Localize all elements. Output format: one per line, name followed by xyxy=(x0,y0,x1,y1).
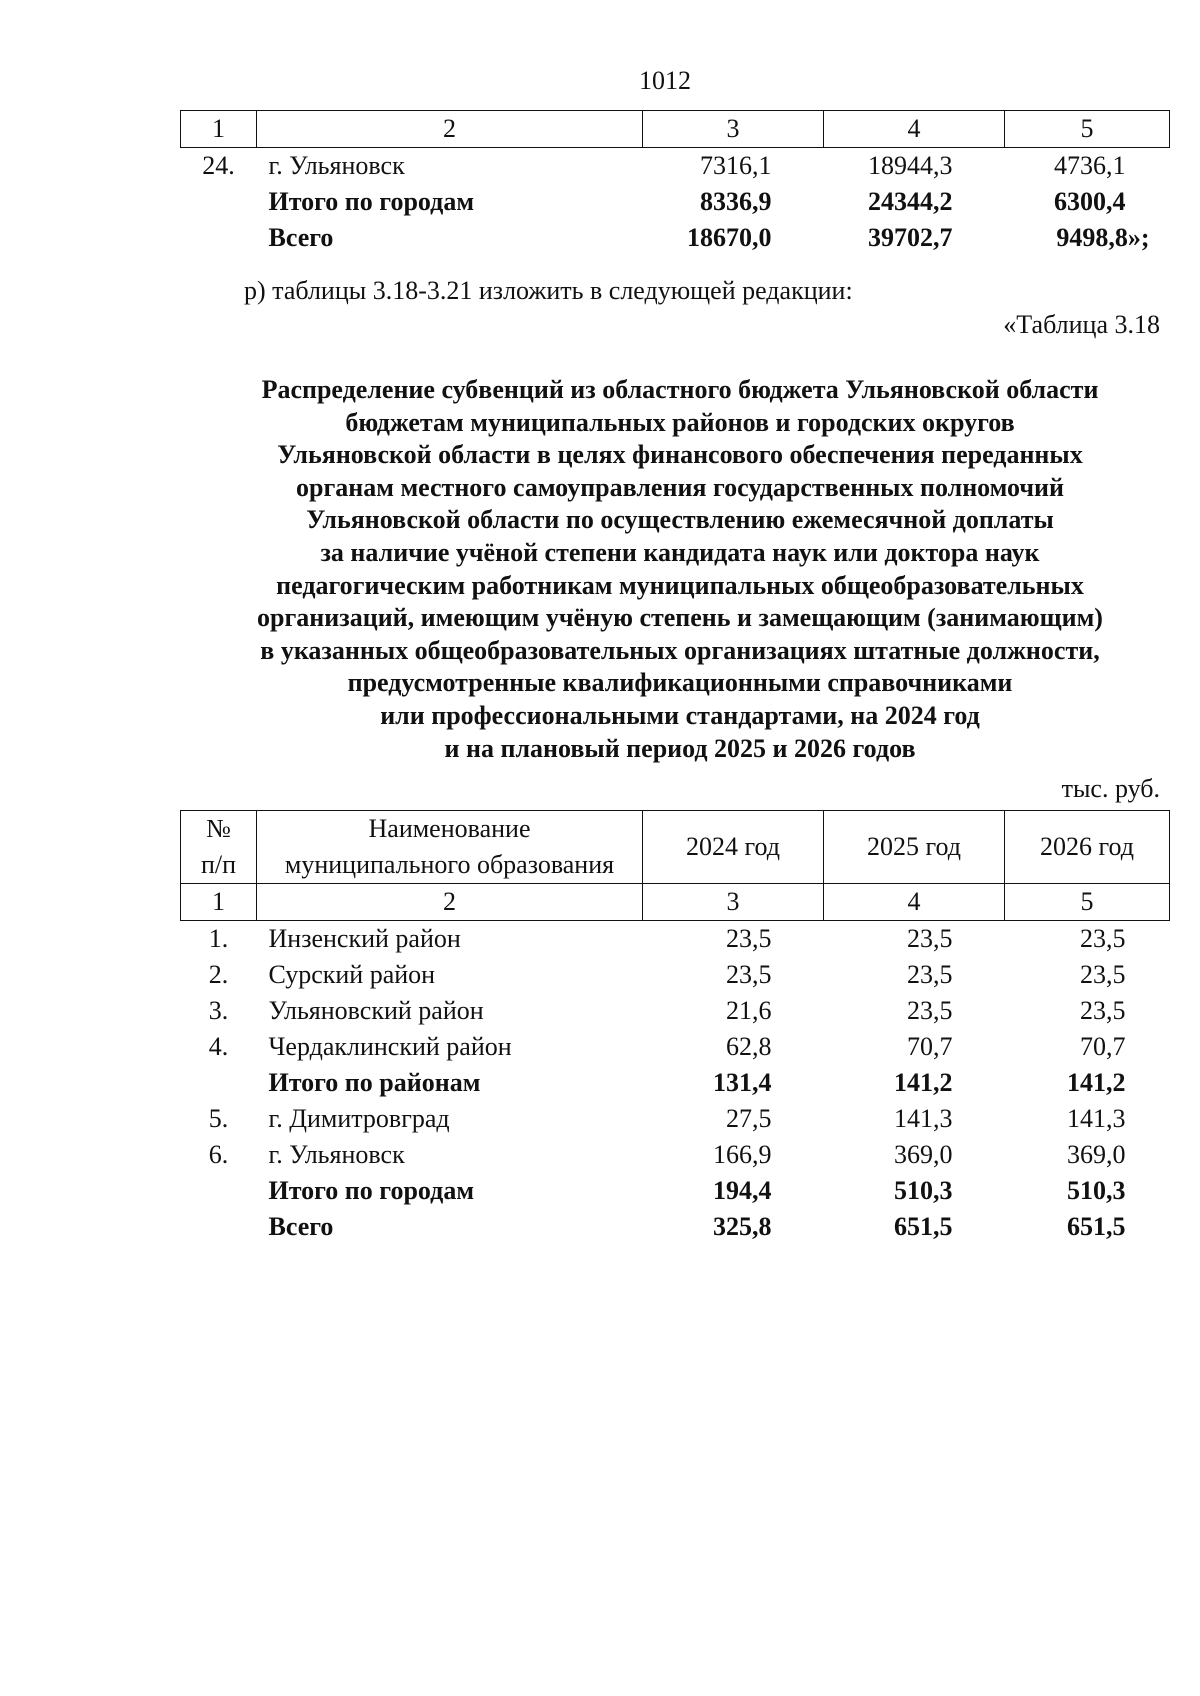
table-row xyxy=(181,1101,1170,1137)
row-value: 141,3 xyxy=(894,1104,953,1133)
table-row xyxy=(181,921,1170,958)
row-name: Чердаклинский район xyxy=(268,1032,512,1061)
table-row xyxy=(181,957,1170,993)
row-value: 24344,2 xyxy=(868,187,953,216)
header-year: 2024 год xyxy=(643,811,824,884)
row-value: 23,5 xyxy=(907,996,953,1025)
row-value: 325,8 xyxy=(713,1212,772,1241)
row-number: 5. xyxy=(208,1104,229,1133)
column-number: 1 xyxy=(181,111,257,148)
title-line: и на плановый период 2025 и 2026 годов xyxy=(444,733,916,763)
title-line: или профессиональными стандартами, на 2024 год xyxy=(380,700,980,730)
title-line: предусмотренные квалификационными справочниками xyxy=(347,668,1013,698)
page-number: 1012 xyxy=(639,66,691,95)
row-name: Всего xyxy=(268,223,334,252)
row-value: 369,0 xyxy=(894,1140,953,1169)
row-value: 141,2 xyxy=(1067,1068,1126,1097)
row-value: 369,0 xyxy=(1067,1140,1126,1169)
previous-table xyxy=(180,110,1170,256)
row-name: Итого по городам xyxy=(268,187,475,216)
header-text: муниципального образования xyxy=(284,850,615,879)
row-value: 6300,4 xyxy=(1054,187,1126,216)
header-text: № xyxy=(206,814,231,843)
row-value: 18944,3 xyxy=(868,151,953,180)
document-title xyxy=(180,374,1180,765)
row-value: 23,5 xyxy=(907,960,953,989)
row-number xyxy=(181,1065,257,1101)
column-number: 2 xyxy=(257,884,643,921)
row-value: 70,7 xyxy=(1080,1032,1126,1061)
table-row xyxy=(181,993,1170,1029)
row-value: 27,5 xyxy=(726,1104,772,1133)
column-number: 1 xyxy=(181,884,257,921)
row-value: 23,5 xyxy=(1080,960,1126,989)
table-row xyxy=(181,1209,1170,1245)
header-text: Наименование xyxy=(368,814,531,843)
row-name: Итого по городам xyxy=(268,1176,475,1205)
row-value: 651,5 xyxy=(1067,1212,1126,1241)
row-value: 8336,9 xyxy=(700,187,772,216)
row-value: 23,5 xyxy=(907,924,953,953)
title-line: органам местного самоуправления государственных полномочий xyxy=(295,472,1064,502)
row-value: 23,5 xyxy=(1080,924,1126,953)
table-caption: «Таблица 3.18 xyxy=(1003,310,1160,339)
table-row xyxy=(181,1029,1170,1065)
row-value: 4736,1 xyxy=(1054,151,1126,180)
main-table xyxy=(180,810,1170,1245)
table-row xyxy=(181,1065,1170,1101)
column-number: 5 xyxy=(1005,111,1170,148)
row-number xyxy=(181,1173,257,1209)
row-name: Ульяновский район xyxy=(268,996,484,1025)
table-row xyxy=(181,220,1170,256)
row-number xyxy=(181,184,257,220)
row-value: 510,3 xyxy=(1067,1176,1126,1205)
table-row xyxy=(181,1173,1170,1209)
row-value: 651,5 xyxy=(894,1212,953,1241)
row-value: 62,8 xyxy=(726,1032,772,1061)
header-number xyxy=(181,811,257,884)
row-value: 131,4 xyxy=(713,1068,772,1097)
title-line: Ульяновской области в целях финансового обеспечения переданных xyxy=(277,440,1083,470)
title-line: Распределение субвенций из областного бюджета Ульяновской области xyxy=(261,375,1099,404)
row-value: 70,7 xyxy=(907,1032,953,1061)
row-value: 18670,0 xyxy=(687,223,772,252)
row-value: 141,3 xyxy=(1067,1104,1126,1133)
column-number: 4 xyxy=(824,884,1005,921)
row-number: 24. xyxy=(202,151,235,180)
row-value: 510,3 xyxy=(894,1176,953,1205)
row-value: 21,6 xyxy=(726,996,772,1025)
row-value: 39702,7 xyxy=(868,223,953,252)
row-name: Сурский район xyxy=(268,960,436,989)
row-number xyxy=(181,220,257,256)
row-number xyxy=(181,1209,257,1245)
row-name: Итого по районам xyxy=(268,1068,481,1097)
header-year: 2025 год xyxy=(824,811,1005,884)
title-line: бюджетам муниципальных районов и городских округов xyxy=(345,407,1015,437)
title-line: организаций, имеющим учёную степень и замещающим (занимающим) xyxy=(257,603,1103,633)
column-number: 3 xyxy=(643,111,824,148)
table-row xyxy=(181,1137,1170,1173)
instruction-text: р) таблицы 3.18-3.21 изложить в следующей редакции: xyxy=(244,276,853,305)
column-number-row xyxy=(181,111,1170,148)
row-value: 23,5 xyxy=(1080,996,1126,1025)
row-number: 6. xyxy=(208,1140,229,1169)
title-line: педагогическим работникам муниципальных общеобразовательных xyxy=(276,570,1084,600)
table-header-row xyxy=(181,811,1170,884)
row-value: 166,9 xyxy=(713,1140,772,1169)
row-name: г. Ульяновск xyxy=(268,151,405,180)
title-line: в указанных общеобразовательных организациях штатные должности, xyxy=(260,635,1100,665)
row-value: 9498,8»; xyxy=(1056,223,1150,252)
row-number: 1. xyxy=(208,924,229,953)
column-number: 5 xyxy=(1005,884,1170,921)
row-name: г. Димитровград xyxy=(268,1104,450,1133)
title-line: за наличие учёной степени кандидата наук или доктора наук xyxy=(320,537,1040,567)
column-number-row xyxy=(181,884,1170,921)
row-number: 3. xyxy=(208,996,229,1025)
header-name xyxy=(257,811,643,884)
row-name: Инзенский район xyxy=(268,924,461,953)
header-year: 2026 год xyxy=(1005,811,1170,884)
row-number: 4. xyxy=(208,1032,229,1061)
row-value: 194,4 xyxy=(713,1176,772,1205)
row-number: 2. xyxy=(208,960,229,989)
title-line: Ульяновской области по осуществлению ежемесячной доплаты xyxy=(306,505,1054,535)
row-value: 23,5 xyxy=(726,960,772,989)
column-number: 3 xyxy=(643,884,824,921)
row-name: Всего xyxy=(268,1212,334,1241)
table-row xyxy=(181,184,1170,220)
units-label: тыс. руб. xyxy=(1061,774,1160,803)
table-row xyxy=(181,148,1170,185)
column-number: 2 xyxy=(257,111,643,148)
header-text: п/п xyxy=(200,850,237,879)
column-number: 4 xyxy=(824,111,1005,148)
row-name: г. Ульяновск xyxy=(268,1140,405,1169)
row-value: 23,5 xyxy=(726,924,772,953)
row-value: 141,2 xyxy=(894,1068,953,1097)
row-value: 7316,1 xyxy=(700,151,772,180)
